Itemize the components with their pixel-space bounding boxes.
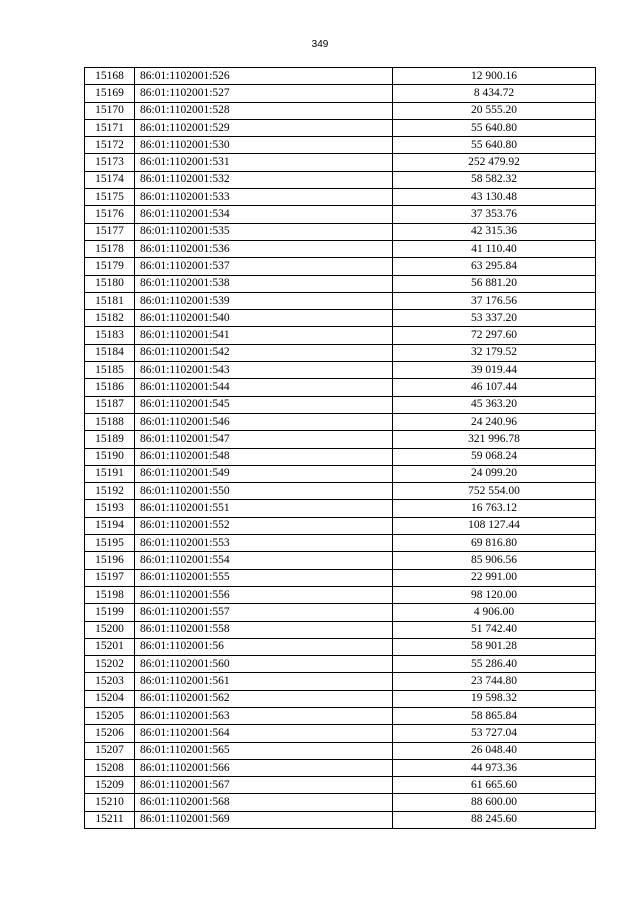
table-row: [85, 137, 596, 154]
cadastral-value-cell: 43 130.48: [393, 189, 596, 206]
row-number-cell: 15168: [85, 68, 135, 85]
row-number-cell: 15177: [85, 223, 135, 240]
cadastral-value-cell: 252 479.92: [393, 154, 596, 171]
cadastral-value-cell: 53 337.20: [393, 310, 596, 327]
table-row: [85, 638, 596, 655]
table-row: [85, 483, 596, 500]
table-row: [85, 396, 596, 413]
table-row: [85, 344, 596, 361]
table-row: [85, 154, 596, 171]
cadastral-number-cell: 86:01:1102001:556: [135, 586, 393, 603]
cadastral-value-cell: 16 763.12: [393, 500, 596, 517]
row-number-cell: 15185: [85, 362, 135, 379]
cadastral-value-cell: 37 176.56: [393, 292, 596, 309]
row-number-cell: 15197: [85, 569, 135, 586]
row-number-cell: 15209: [85, 777, 135, 794]
table-row: [85, 85, 596, 102]
table-row: [85, 673, 596, 690]
cadastral-number-cell: 86:01:1102001:555: [135, 569, 393, 586]
row-number-cell: 15189: [85, 431, 135, 448]
page-number: 349: [311, 39, 329, 50]
cadastral-number-cell: 86:01:1102001:548: [135, 448, 393, 465]
row-number-cell: 15169: [85, 85, 135, 102]
row-number-cell: 15199: [85, 604, 135, 621]
table-row: [85, 258, 596, 275]
table-row: [85, 68, 596, 85]
table-row: [85, 240, 596, 257]
cadastral-number-cell: 86:01:1102001:545: [135, 396, 393, 413]
table-row: [85, 465, 596, 482]
cadastral-value-cell: 752 554.00: [393, 483, 596, 500]
row-number-cell: 15192: [85, 483, 135, 500]
row-number-cell: 15186: [85, 379, 135, 396]
row-number-cell: 15195: [85, 535, 135, 552]
table-row: [85, 604, 596, 621]
row-number-cell: 15203: [85, 673, 135, 690]
cadastral-number-cell: 86:01:1102001:539: [135, 292, 393, 309]
cadastral-value-cell: 63 295.84: [393, 258, 596, 275]
cadastral-value-cell: 24 240.96: [393, 413, 596, 430]
cadastral-value-cell: 41 110.40: [393, 240, 596, 257]
cadastral-number-cell: 86:01:1102001:540: [135, 310, 393, 327]
cadastral-value-cell: 19 598.32: [393, 690, 596, 707]
cadastral-number-cell: 86:01:1102001:537: [135, 258, 393, 275]
row-number-cell: 15187: [85, 396, 135, 413]
cadastral-value-cell: 46 107.44: [393, 379, 596, 396]
cadastral-number-cell: 86:01:1102001:532: [135, 171, 393, 188]
cadastral-number-cell: 86:01:1102001:527: [135, 85, 393, 102]
cadastral-number-cell: 86:01:1102001:530: [135, 137, 393, 154]
table-row: [85, 171, 596, 188]
cadastral-number-cell: 86:01:1102001:547: [135, 431, 393, 448]
cadastral-number-cell: 86:01:1102001:561: [135, 673, 393, 690]
row-number-cell: 15196: [85, 552, 135, 569]
table-row: [85, 517, 596, 534]
table-row: [85, 500, 596, 517]
cadastral-value-cell: 58 901.28: [393, 638, 596, 655]
table-row: [85, 189, 596, 206]
row-number-cell: 15174: [85, 171, 135, 188]
cadastral-value-cell: 8 434.72: [393, 85, 596, 102]
table-row: [85, 379, 596, 396]
table-row: [85, 275, 596, 292]
cadastral-number-cell: 86:01:1102001:531: [135, 154, 393, 171]
cadastral-number-cell: 86:01:1102001:554: [135, 552, 393, 569]
row-number-cell: 15170: [85, 102, 135, 119]
cadastral-number-cell: 86:01:1102001:549: [135, 465, 393, 482]
cadastral-number-cell: 86:01:1102001:543: [135, 362, 393, 379]
cadastral-value-cell: 321 996.78: [393, 431, 596, 448]
cadastral-value-table: [84, 67, 596, 829]
table-row: [85, 569, 596, 586]
cadastral-value-cell: 56 881.20: [393, 275, 596, 292]
cadastral-number-cell: 86:01:1102001:565: [135, 742, 393, 759]
cadastral-value-cell: 58 582.32: [393, 171, 596, 188]
cadastral-value-cell: 12 900.16: [393, 68, 596, 85]
row-number-cell: 15173: [85, 154, 135, 171]
cadastral-value-cell: 22 991.00: [393, 569, 596, 586]
cadastral-number-cell: 86:01:1102001:534: [135, 206, 393, 223]
cadastral-value-cell: 42 315.36: [393, 223, 596, 240]
cadastral-number-cell: 86:01:1102001:536: [135, 240, 393, 257]
row-number-cell: 15188: [85, 413, 135, 430]
row-number-cell: 15200: [85, 621, 135, 638]
cadastral-number-cell: 86:01:1102001:535: [135, 223, 393, 240]
table-body: [85, 68, 596, 829]
cadastral-value-cell: 98 120.00: [393, 586, 596, 603]
cadastral-number-cell: 86:01:1102001:528: [135, 102, 393, 119]
table-row: [85, 794, 596, 811]
cadastral-value-cell: 55 640.80: [393, 137, 596, 154]
row-number-cell: 15206: [85, 725, 135, 742]
row-number-cell: 15176: [85, 206, 135, 223]
table-row: [85, 448, 596, 465]
cadastral-number-cell: 86:01:1102001:568: [135, 794, 393, 811]
cadastral-number-cell: 86:01:1102001:563: [135, 707, 393, 724]
row-number-cell: 15175: [85, 189, 135, 206]
cadastral-number-cell: 86:01:1102001:533: [135, 189, 393, 206]
table-row: [85, 586, 596, 603]
cadastral-number-cell: 86:01:1102001:544: [135, 379, 393, 396]
cadastral-value-cell: 23 744.80: [393, 673, 596, 690]
cadastral-number-cell: 86:01:1102001:562: [135, 690, 393, 707]
table-row: [85, 431, 596, 448]
cadastral-value-cell: 88 600.00: [393, 794, 596, 811]
row-number-cell: 15191: [85, 465, 135, 482]
table-row: [85, 223, 596, 240]
row-number-cell: 15194: [85, 517, 135, 534]
cadastral-number-cell: 86:01:1102001:526: [135, 68, 393, 85]
cadastral-number-cell: 86:01:1102001:56: [135, 638, 393, 655]
cadastral-number-cell: 86:01:1102001:569: [135, 811, 393, 828]
cadastral-number-cell: 86:01:1102001:558: [135, 621, 393, 638]
cadastral-number-cell: 86:01:1102001:542: [135, 344, 393, 361]
row-number-cell: 15172: [85, 137, 135, 154]
table-row: [85, 707, 596, 724]
row-number-cell: 15182: [85, 310, 135, 327]
cadastral-value-cell: 85 906.56: [393, 552, 596, 569]
cadastral-value-cell: 26 048.40: [393, 742, 596, 759]
cadastral-number-cell: 86:01:1102001:546: [135, 413, 393, 430]
row-number-cell: 15204: [85, 690, 135, 707]
cadastral-number-cell: 86:01:1102001:564: [135, 725, 393, 742]
cadastral-value-cell: 45 363.20: [393, 396, 596, 413]
table-row: [85, 552, 596, 569]
table-row: [85, 327, 596, 344]
cadastral-number-cell: 86:01:1102001:553: [135, 535, 393, 552]
cadastral-number-cell: 86:01:1102001:529: [135, 119, 393, 136]
table-row: [85, 362, 596, 379]
row-number-cell: 15171: [85, 119, 135, 136]
cadastral-value-cell: 72 297.60: [393, 327, 596, 344]
cadastral-number-cell: 86:01:1102001:566: [135, 759, 393, 776]
cadastral-value-cell: 108 127.44: [393, 517, 596, 534]
cadastral-value-cell: 24 099.20: [393, 465, 596, 482]
table-row: [85, 777, 596, 794]
table-row: [85, 690, 596, 707]
cadastral-number-cell: 86:01:1102001:567: [135, 777, 393, 794]
table-row: [85, 119, 596, 136]
row-number-cell: 15180: [85, 275, 135, 292]
row-number-cell: 15201: [85, 638, 135, 655]
cadastral-value-cell: 44 973.36: [393, 759, 596, 776]
cadastral-value-cell: 61 665.60: [393, 777, 596, 794]
row-number-cell: 15211: [85, 811, 135, 828]
table-row: [85, 725, 596, 742]
table-row: [85, 413, 596, 430]
cadastral-value-cell: 58 865.84: [393, 707, 596, 724]
table-row: [85, 535, 596, 552]
row-number-cell: 15179: [85, 258, 135, 275]
table-row: [85, 759, 596, 776]
row-number-cell: 15207: [85, 742, 135, 759]
table-row: [85, 310, 596, 327]
cadastral-value-cell: 69 816.80: [393, 535, 596, 552]
cadastral-number-cell: 86:01:1102001:541: [135, 327, 393, 344]
cadastral-value-cell: 51 742.40: [393, 621, 596, 638]
cadastral-value-cell: 32 179.52: [393, 344, 596, 361]
row-number-cell: 15190: [85, 448, 135, 465]
cadastral-value-cell: 59 068.24: [393, 448, 596, 465]
row-number-cell: 15208: [85, 759, 135, 776]
cadastral-number-cell: 86:01:1102001:557: [135, 604, 393, 621]
cadastral-value-cell: 55 640.80: [393, 119, 596, 136]
row-number-cell: 15210: [85, 794, 135, 811]
cadastral-value-cell: 20 555.20: [393, 102, 596, 119]
cadastral-number-cell: 86:01:1102001:550: [135, 483, 393, 500]
cadastral-value-cell: 55 286.40: [393, 656, 596, 673]
cadastral-number-cell: 86:01:1102001:552: [135, 517, 393, 534]
cadastral-value-cell: 88 245.60: [393, 811, 596, 828]
table-row: [85, 656, 596, 673]
row-number-cell: 15202: [85, 656, 135, 673]
table-row: [85, 292, 596, 309]
cadastral-value-cell: 53 727.04: [393, 725, 596, 742]
cadastral-number-cell: 86:01:1102001:560: [135, 656, 393, 673]
table-row: [85, 102, 596, 119]
row-number-cell: 15181: [85, 292, 135, 309]
row-number-cell: 15178: [85, 240, 135, 257]
cadastral-value-cell: 37 353.76: [393, 206, 596, 223]
row-number-cell: 15205: [85, 707, 135, 724]
row-number-cell: 15193: [85, 500, 135, 517]
row-number-cell: 15198: [85, 586, 135, 603]
row-number-cell: 15184: [85, 344, 135, 361]
cadastral-number-cell: 86:01:1102001:551: [135, 500, 393, 517]
cadastral-number-cell: 86:01:1102001:538: [135, 275, 393, 292]
table-row: [85, 206, 596, 223]
row-number-cell: 15183: [85, 327, 135, 344]
table-row: [85, 621, 596, 638]
table-row: [85, 742, 596, 759]
table-row: [85, 811, 596, 828]
cadastral-value-cell: 39 019.44: [393, 362, 596, 379]
cadastral-value-cell: 4 906.00: [393, 604, 596, 621]
